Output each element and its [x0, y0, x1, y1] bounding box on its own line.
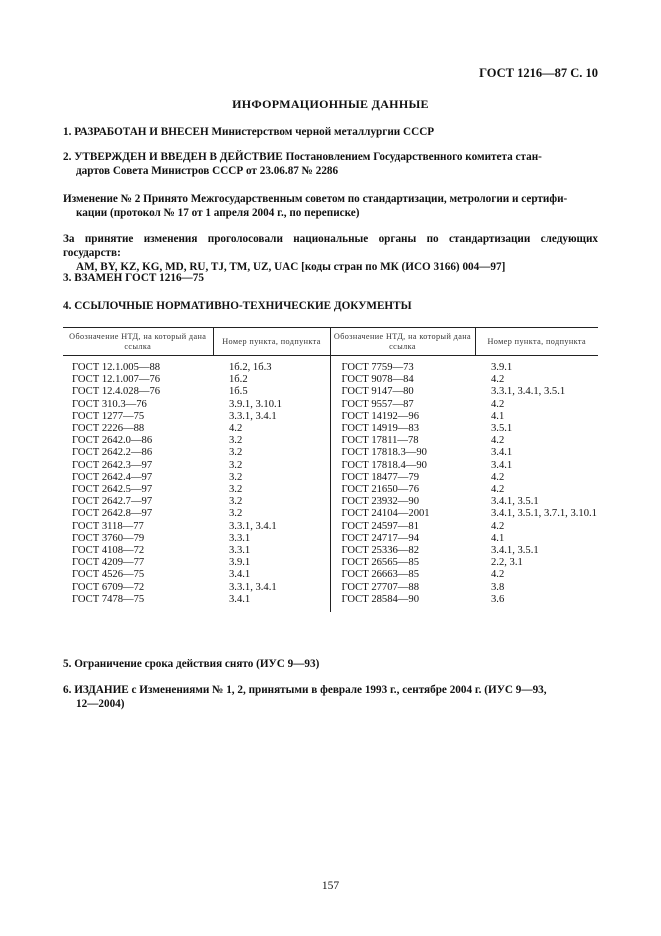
item-3-text: 3. ВЗАМЕН ГОСТ 1216—75: [63, 272, 204, 284]
doc-designation-left: ГОСТ 3760—79: [72, 532, 145, 544]
item-number-left: 3.2: [229, 484, 243, 496]
item-number-right: 4.2: [491, 520, 505, 532]
doc-designation-right: ГОСТ 9078—84: [330, 374, 475, 386]
table-row: [63, 460, 598, 472]
item-number-left: 1б.5: [229, 386, 248, 398]
item-number-right: 4.1: [491, 410, 505, 422]
doc-designation-right: ГОСТ 14192—96: [330, 411, 475, 423]
item-6-line-1: 6. ИЗДАНИЕ с Изменениями № 1, 2, принятыми в феврале 1993 г., сентябре 2004 г. (ИУС 9—93,: [63, 684, 547, 696]
item-number-left: 3.2: [229, 447, 243, 459]
item-number-right: 4.2: [491, 435, 505, 447]
table-row: [63, 545, 598, 557]
table-body: [63, 356, 598, 613]
doc-designation-right: ГОСТ 7759—73: [330, 356, 475, 375]
table-row: [63, 423, 598, 435]
item-number-left: 3.4.1: [229, 569, 251, 581]
item-number-left: 3.3.1: [229, 532, 251, 544]
table-row: [63, 521, 598, 533]
item-number-right: 3.9.1: [491, 362, 513, 373]
doc-designation-left: ГОСТ 4108—72: [72, 545, 145, 557]
doc-designation-left: ГОСТ 12.4.028—76: [72, 386, 161, 398]
item-number-left: 3.2: [229, 496, 243, 508]
item-number-right: 4.2: [491, 398, 505, 410]
item-number-left: 3.3.1, 3.4.1: [229, 581, 277, 593]
doc-designation-right: ГОСТ 24597—81: [330, 521, 475, 533]
item-number-right: 3.4.1, 3.5.1, 3.7.1, 3.10.1: [491, 508, 597, 520]
section-title: ИНФОРМАЦИОННЫЕ ДАННЫЕ: [232, 97, 429, 111]
item-number-left: 4.2: [229, 423, 243, 435]
item-number-right: 3.4.1: [491, 459, 513, 471]
item-number-left: 3.9.1, 3.10.1: [229, 398, 282, 410]
item-number-left: 3.9.1: [229, 557, 251, 569]
doc-designation-right: ГОСТ 18477—79: [330, 472, 475, 484]
item-4: [63, 299, 598, 313]
item-number-left: 1б.2, 1б.3: [229, 362, 272, 373]
item-number-left: 3.2: [229, 508, 243, 520]
reference-documents-table: [63, 327, 598, 612]
amendment-line-1: Изменение № 2 Принято Межгосударственным советом по стандартизации, метрологии и сертифи-: [63, 193, 568, 205]
table-row: [63, 594, 598, 612]
doc-designation-right: ГОСТ 23932—90: [330, 496, 475, 508]
doc-designation-left: ГОСТ 2642.3—97: [72, 459, 153, 471]
item-number-right: 4.2: [491, 374, 505, 386]
table-header-row: [63, 328, 598, 356]
table-row: [63, 496, 598, 508]
doc-designation-right: ГОСТ 17818.3—90: [330, 447, 475, 459]
doc-designation-left: ГОСТ 1277—75: [72, 410, 145, 422]
doc-designation-right: ГОСТ 28584—90: [330, 594, 475, 612]
doc-designation-left: ГОСТ 2642.0—86: [72, 435, 153, 447]
vote-line-2: AM, BY, KZ, KG, MD, RU, TJ, TM, UZ, UAC [коды стран по МК (ИСО 3166) 004—97]: [76, 261, 506, 273]
item-number-left: 3.2: [229, 459, 243, 471]
doc-designation-left: ГОСТ 3118—77: [72, 520, 144, 532]
vote-note: [63, 232, 598, 274]
item-6-line-2: 12—2004): [76, 698, 125, 710]
doc-designation-left: ГОСТ 2226—88: [72, 423, 145, 435]
doc-designation-left: ГОСТ 2642.8—97: [72, 508, 153, 520]
table-row: [63, 569, 598, 581]
header-doc-left: Обозначение НТД, на который дана ссылка: [63, 328, 213, 356]
table-row: [63, 399, 598, 411]
doc-designation-right: ГОСТ 21650—76: [330, 484, 475, 496]
doc-designation-right: ГОСТ 24717—94: [330, 533, 475, 545]
item-number-right: 3.8: [491, 581, 505, 593]
item-4-text: 4. ССЫЛОЧНЫЕ НОРМАТИВНО-ТЕХНИЧЕСКИЕ ДОКУМЕНТЫ: [63, 300, 412, 312]
item-number-left: 3.2: [229, 435, 243, 447]
doc-designation-left: ГОСТ 4209—77: [72, 557, 145, 569]
doc-designation-left: ГОСТ 2642.2—86: [72, 447, 153, 459]
item-number-right: 3.5.1: [491, 423, 513, 435]
item-6: [63, 683, 598, 711]
header-item-left: Номер пункта, подпункта: [213, 328, 330, 356]
table-row: [63, 533, 598, 545]
doc-designation-right: ГОСТ 17811—78: [330, 435, 475, 447]
page-header: ГОСТ 1216—87 С. 10: [479, 66, 598, 80]
table-row: [63, 374, 598, 386]
table-row: [63, 447, 598, 459]
vote-line-1: За принятие изменения проголосовали национальные органы по стандартизации следующих государств:: [63, 233, 598, 259]
doc-designation-right: ГОСТ 26565—85: [330, 557, 475, 569]
item-2-line-1: 2. УТВЕРЖДЕН И ВВЕДЕН В ДЕЙСТВИЕ Постановлением Государственного комитета стан-: [63, 151, 542, 163]
item-number-right: 3.3.1, 3.4.1, 3.5.1: [491, 386, 566, 398]
doc-designation-right: ГОСТ 27707—88: [330, 582, 475, 594]
item-number-left: 1б.2: [229, 374, 248, 386]
doc-designation-left: ГОСТ 2642.7—97: [72, 496, 153, 508]
item-number-left: 3.4.1: [229, 593, 251, 605]
table-row: [63, 582, 598, 594]
page-number: 157: [321, 880, 340, 892]
item-number-right: 3.4.1, 3.5.1: [491, 545, 539, 557]
item-2-line-2: дартов Совета Министров СССР от 23.06.87 № 2286: [76, 165, 339, 177]
item-1: [63, 125, 598, 139]
doc-designation-left: ГОСТ 2642.5—97: [72, 484, 153, 496]
table-row: [63, 557, 598, 569]
table-row: [63, 356, 598, 375]
item-1-text: 1. РАЗРАБОТАН И ВНЕСЕН Министерством черной металлургии СССР: [63, 126, 435, 138]
doc-designation-left: ГОСТ 12.1.005—88: [72, 362, 161, 373]
header-item-right: Номер пункта, подпункта: [475, 328, 598, 356]
item-5: [63, 657, 598, 671]
item-2: [63, 150, 598, 178]
doc-designation-right: ГОСТ 24104—2001: [330, 508, 475, 520]
item-number-right: 4.2: [491, 569, 505, 581]
table-row: [63, 435, 598, 447]
doc-designation-left: ГОСТ 310.3—76: [72, 398, 147, 410]
doc-designation-right: ГОСТ 14919—83: [330, 423, 475, 435]
doc-designation-left: ГОСТ 7478—75: [72, 593, 145, 605]
doc-designation-right: ГОСТ 26663—85: [330, 569, 475, 581]
item-number-right: 3.4.1, 3.5.1: [491, 496, 539, 508]
table-row: [63, 411, 598, 423]
item-number-left: 3.3.1: [229, 545, 251, 557]
item-number-right: 3.4.1: [491, 447, 513, 459]
doc-designation-left: ГОСТ 12.1.007—76: [72, 374, 161, 386]
doc-designation-right: ГОСТ 9557—87: [330, 399, 475, 411]
doc-designation-right: ГОСТ 25336—82: [330, 545, 475, 557]
item-number-left: 3.2: [229, 471, 243, 483]
item-number-right: 4.1: [491, 532, 505, 544]
item-3: [63, 271, 598, 285]
item-number-right: 2.2, 3.1: [491, 557, 523, 569]
item-number-right: 4.2: [491, 471, 505, 483]
doc-designation-left: ГОСТ 2642.4—97: [72, 471, 153, 483]
doc-designation-right: ГОСТ 9147—80: [330, 386, 475, 398]
item-number-right: 4.2: [491, 484, 505, 496]
item-number-right: 3.6: [491, 593, 505, 605]
table-row: [63, 508, 598, 520]
amendment-note: [63, 192, 598, 220]
table-row: [63, 386, 598, 398]
header-doc-right: Обозначение НТД, на который дана ссылка: [330, 328, 475, 356]
item-number-left: 3.3.1, 3.4.1: [229, 410, 277, 422]
amendment-line-2: кации (протокол № 17 от 1 апреля 2004 г., по переписке): [76, 207, 360, 219]
table-row: [63, 484, 598, 496]
item-5-text: 5. Ограничение срока действия снято (ИУС 9—93): [63, 658, 320, 670]
table-row: [63, 472, 598, 484]
doc-designation-left: ГОСТ 4526—75: [72, 569, 145, 581]
doc-designation-left: ГОСТ 6709—72: [72, 581, 145, 593]
doc-designation-right: ГОСТ 17818.4—90: [330, 460, 475, 472]
item-number-left: 3.3.1, 3.4.1: [229, 520, 277, 532]
